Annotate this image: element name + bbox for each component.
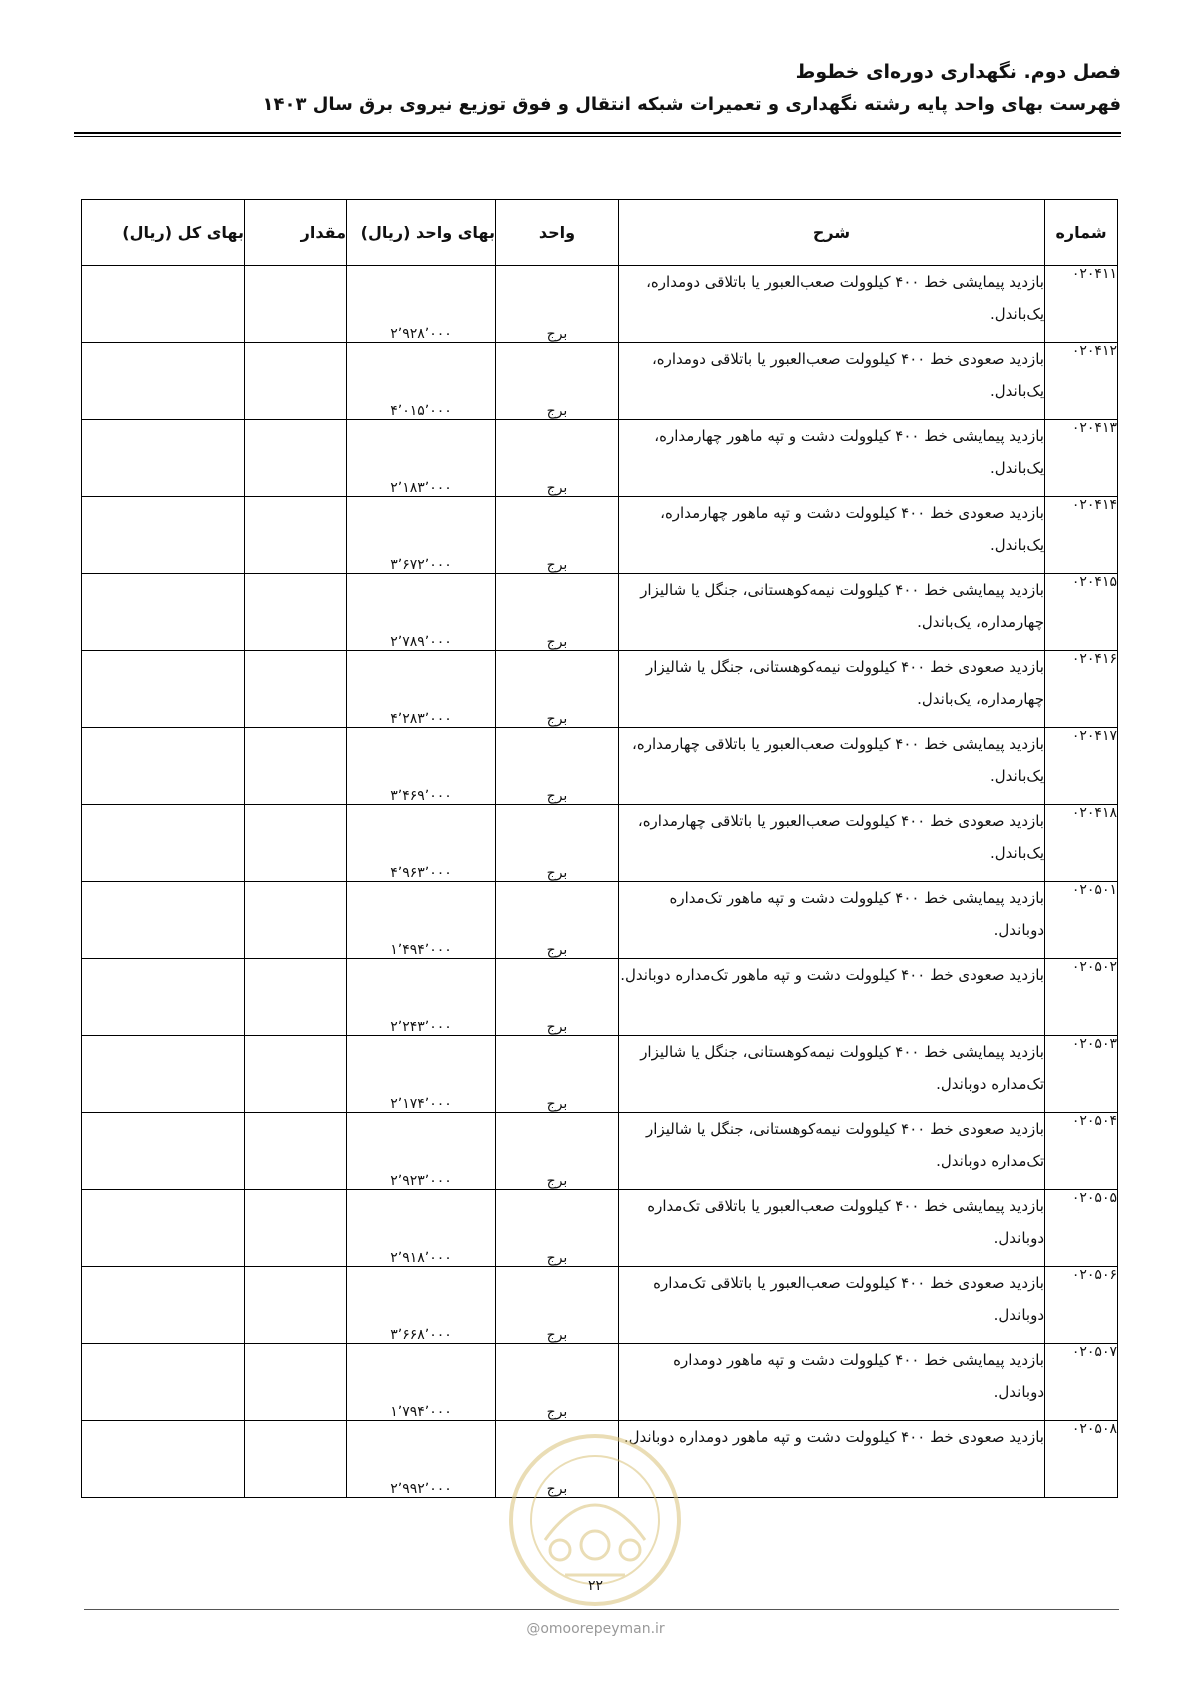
item-unit-price: ۲٬۹۹۲٬۰۰۰ <box>347 1421 496 1498</box>
item-code: ۰۲۰۵۰۶ <box>1045 1267 1118 1344</box>
item-code: ۰۲۰۴۱۷ <box>1045 728 1118 805</box>
page-number: ۲۲ <box>587 1578 604 1594</box>
table-row <box>82 343 1118 420</box>
price-list-table <box>81 199 1118 1498</box>
item-total-price <box>82 497 245 574</box>
item-unit: برج <box>496 959 619 1036</box>
item-description: بازدید پیمایشی خط ۴۰۰ کیلوولت دشت و تپه ماهور تک‌مداره دوباندل. <box>619 882 1045 959</box>
table-row <box>82 805 1118 882</box>
item-unit: برج <box>496 651 619 728</box>
item-unit: برج <box>496 1190 619 1267</box>
item-description: بازدید پیمایشی خط ۴۰۰ کیلوولت دشت و تپه ماهور چهارمداره، یک‌باندل. <box>619 420 1045 497</box>
header-quantity: مقدار <box>245 200 347 266</box>
table-row <box>82 497 1118 574</box>
item-quantity <box>245 1190 347 1267</box>
item-unit: برج <box>496 1036 619 1113</box>
item-description: بازدید صعودی خط ۴۰۰ کیلوولت دشت و تپه ماهور تک‌مداره دوباندل. <box>619 959 1045 1036</box>
item-quantity <box>245 1113 347 1190</box>
item-code: ۰۲۰۵۰۳ <box>1045 1036 1118 1113</box>
table-row <box>82 420 1118 497</box>
item-quantity <box>245 574 347 651</box>
table-row <box>82 1036 1118 1113</box>
footer-rule <box>84 1609 1119 1610</box>
header-rule-thin <box>74 136 1121 137</box>
item-unit-price: ۲٬۱۷۴٬۰۰۰ <box>347 1036 496 1113</box>
item-unit: برج <box>496 497 619 574</box>
item-unit-price: ۲٬۱۸۳٬۰۰۰ <box>347 420 496 497</box>
item-unit: برج <box>496 1267 619 1344</box>
table-row <box>82 1267 1118 1344</box>
item-description: بازدید پیمایشی خط ۴۰۰ کیلوولت دشت و تپه ماهور دومداره دوباندل. <box>619 1344 1045 1421</box>
item-description: بازدید صعودی خط ۴۰۰ کیلوولت نیمه‌کوهستانی، جنگل یا شالیزار چهارمداره، یک‌باندل. <box>619 651 1045 728</box>
table-row <box>82 882 1118 959</box>
item-code: ۰۲۰۵۰۱ <box>1045 882 1118 959</box>
item-code: ۰۲۰۴۱۶ <box>1045 651 1118 728</box>
item-code: ۰۲۰۵۰۲ <box>1045 959 1118 1036</box>
item-total-price <box>82 574 245 651</box>
table-row <box>82 574 1118 651</box>
item-code: ۰۲۰۴۱۳ <box>1045 420 1118 497</box>
header-unit-price: بهای واحد (ریال) <box>347 200 496 266</box>
item-code: ۰۲۰۵۰۷ <box>1045 1344 1118 1421</box>
item-description: بازدید صعودی خط ۴۰۰ کیلوولت صعب‌العبور یا باتلاقی تک‌مداره دوباندل. <box>619 1267 1045 1344</box>
item-unit-price: ۴٬۲۸۳٬۰۰۰ <box>347 651 496 728</box>
item-total-price <box>82 959 245 1036</box>
page-header <box>74 58 1121 120</box>
item-description: بازدید صعودی خط ۴۰۰ کیلوولت دشت و تپه ماهور چهارمداره، یک‌باندل. <box>619 497 1045 574</box>
item-description: بازدید پیمایشی خط ۴۰۰ کیلوولت صعب‌العبور یا باتلاقی دومداره، یک‌باندل. <box>619 266 1045 343</box>
item-total-price <box>82 1344 245 1421</box>
item-unit: برج <box>496 1421 619 1498</box>
item-quantity <box>245 1267 347 1344</box>
document-subtitle: فهرست بهای واحد پایه رشته نگهداری و تعمیرات شبکه انتقال و فوق توزیع نیروی برق سال ۱۴۰۳ <box>262 94 1121 115</box>
item-unit-price: ۱٬۴۹۴٬۰۰۰ <box>347 882 496 959</box>
item-unit-price: ۴٬۰۱۵٬۰۰۰ <box>347 343 496 420</box>
item-description: بازدید پیمایشی خط ۴۰۰ کیلوولت نیمه‌کوهستانی، جنگل یا شالیزار چهارمداره، یک‌باندل. <box>619 574 1045 651</box>
item-quantity <box>245 1344 347 1421</box>
item-description: بازدید صعودی خط ۴۰۰ کیلوولت صعب‌العبور یا باتلاقی چهارمداره، یک‌باندل. <box>619 805 1045 882</box>
item-quantity <box>245 1421 347 1498</box>
item-unit: برج <box>496 728 619 805</box>
item-code: ۰۲۰۵۰۵ <box>1045 1190 1118 1267</box>
header-description: شرح <box>619 200 1045 266</box>
item-total-price <box>82 882 245 959</box>
item-unit-price: ۳٬۴۶۹٬۰۰۰ <box>347 728 496 805</box>
item-total-price <box>82 1113 245 1190</box>
item-code: ۰۲۰۴۱۱ <box>1045 266 1118 343</box>
item-total-price <box>82 1421 245 1498</box>
item-quantity <box>245 343 347 420</box>
item-unit-price: ۱٬۷۹۴٬۰۰۰ <box>347 1344 496 1421</box>
item-quantity <box>245 959 347 1036</box>
item-description: بازدید صعودی خط ۴۰۰ کیلوولت صعب‌العبور یا باتلاقی دومداره، یک‌باندل. <box>619 343 1045 420</box>
item-quantity <box>245 1036 347 1113</box>
item-unit: برج <box>496 1344 619 1421</box>
item-unit: برج <box>496 420 619 497</box>
item-quantity <box>245 266 347 343</box>
item-unit-price: ۲٬۹۱۸٬۰۰۰ <box>347 1190 496 1267</box>
item-total-price <box>82 266 245 343</box>
header-rule <box>74 132 1121 134</box>
item-unit: برج <box>496 266 619 343</box>
item-total-price <box>82 420 245 497</box>
item-total-price <box>82 651 245 728</box>
item-unit: برج <box>496 343 619 420</box>
item-quantity <box>245 651 347 728</box>
item-quantity <box>245 882 347 959</box>
item-unit: برج <box>496 574 619 651</box>
item-total-price <box>82 1190 245 1267</box>
table-row <box>82 1113 1118 1190</box>
header-code: شماره <box>1045 200 1118 266</box>
item-unit-price: ۲٬۹۲۸٬۰۰۰ <box>347 266 496 343</box>
item-quantity <box>245 497 347 574</box>
item-code: ۰۲۰۵۰۸ <box>1045 1421 1118 1498</box>
item-code: ۰۲۰۴۱۸ <box>1045 805 1118 882</box>
item-total-price <box>82 1267 245 1344</box>
item-description: بازدید پیمایشی خط ۴۰۰ کیلوولت صعب‌العبور یا باتلاقی تک‌مداره دوباندل. <box>619 1190 1045 1267</box>
table-row <box>82 651 1118 728</box>
item-total-price <box>82 343 245 420</box>
item-code: ۰۲۰۵۰۴ <box>1045 1113 1118 1190</box>
item-quantity <box>245 805 347 882</box>
item-total-price <box>82 728 245 805</box>
table-row <box>82 266 1118 343</box>
table-row <box>82 1344 1118 1421</box>
item-unit-price: ۴٬۹۶۳٬۰۰۰ <box>347 805 496 882</box>
item-unit-price: ۳٬۶۷۲٬۰۰۰ <box>347 497 496 574</box>
item-unit: برج <box>496 805 619 882</box>
item-unit-price: ۲٬۲۴۳٬۰۰۰ <box>347 959 496 1036</box>
item-quantity <box>245 728 347 805</box>
item-code: ۰۲۰۴۱۲ <box>1045 343 1118 420</box>
item-description: بازدید پیمایشی خط ۴۰۰ کیلوولت نیمه‌کوهستانی، جنگل یا شالیزار تک‌مداره دوباندل. <box>619 1036 1045 1113</box>
item-quantity <box>245 420 347 497</box>
table-row <box>82 728 1118 805</box>
header-unit: واحد <box>496 200 619 266</box>
website-label: @omoorepeyman.ir <box>526 1621 665 1637</box>
chapter-title: فصل دوم. نگهداری دوره‌ای خطوط <box>795 61 1121 83</box>
item-description: بازدید پیمایشی خط ۴۰۰ کیلوولت صعب‌العبور یا باتلاقی چهارمداره، یک‌باندل. <box>619 728 1045 805</box>
item-unit-price: ۲٬۹۲۳٬۰۰۰ <box>347 1113 496 1190</box>
item-unit: برج <box>496 1113 619 1190</box>
item-description: بازدید صعودی خط ۴۰۰ کیلوولت دشت و تپه ماهور دومداره دوباندل. <box>619 1421 1045 1498</box>
item-unit: برج <box>496 882 619 959</box>
table-header-row <box>82 200 1118 266</box>
item-code: ۰۲۰۴۱۴ <box>1045 497 1118 574</box>
item-unit-price: ۲٬۷۸۹٬۰۰۰ <box>347 574 496 651</box>
table-row <box>82 959 1118 1036</box>
item-total-price <box>82 1036 245 1113</box>
item-code: ۰۲۰۴۱۵ <box>1045 574 1118 651</box>
header-total-price: بهای کل (ریال) <box>82 200 245 266</box>
item-total-price <box>82 805 245 882</box>
item-unit-price: ۳٬۶۶۸٬۰۰۰ <box>347 1267 496 1344</box>
table-row <box>82 1190 1118 1267</box>
item-description: بازدید صعودی خط ۴۰۰ کیلوولت نیمه‌کوهستانی، جنگل یا شالیزار تک‌مداره دوباندل. <box>619 1113 1045 1190</box>
